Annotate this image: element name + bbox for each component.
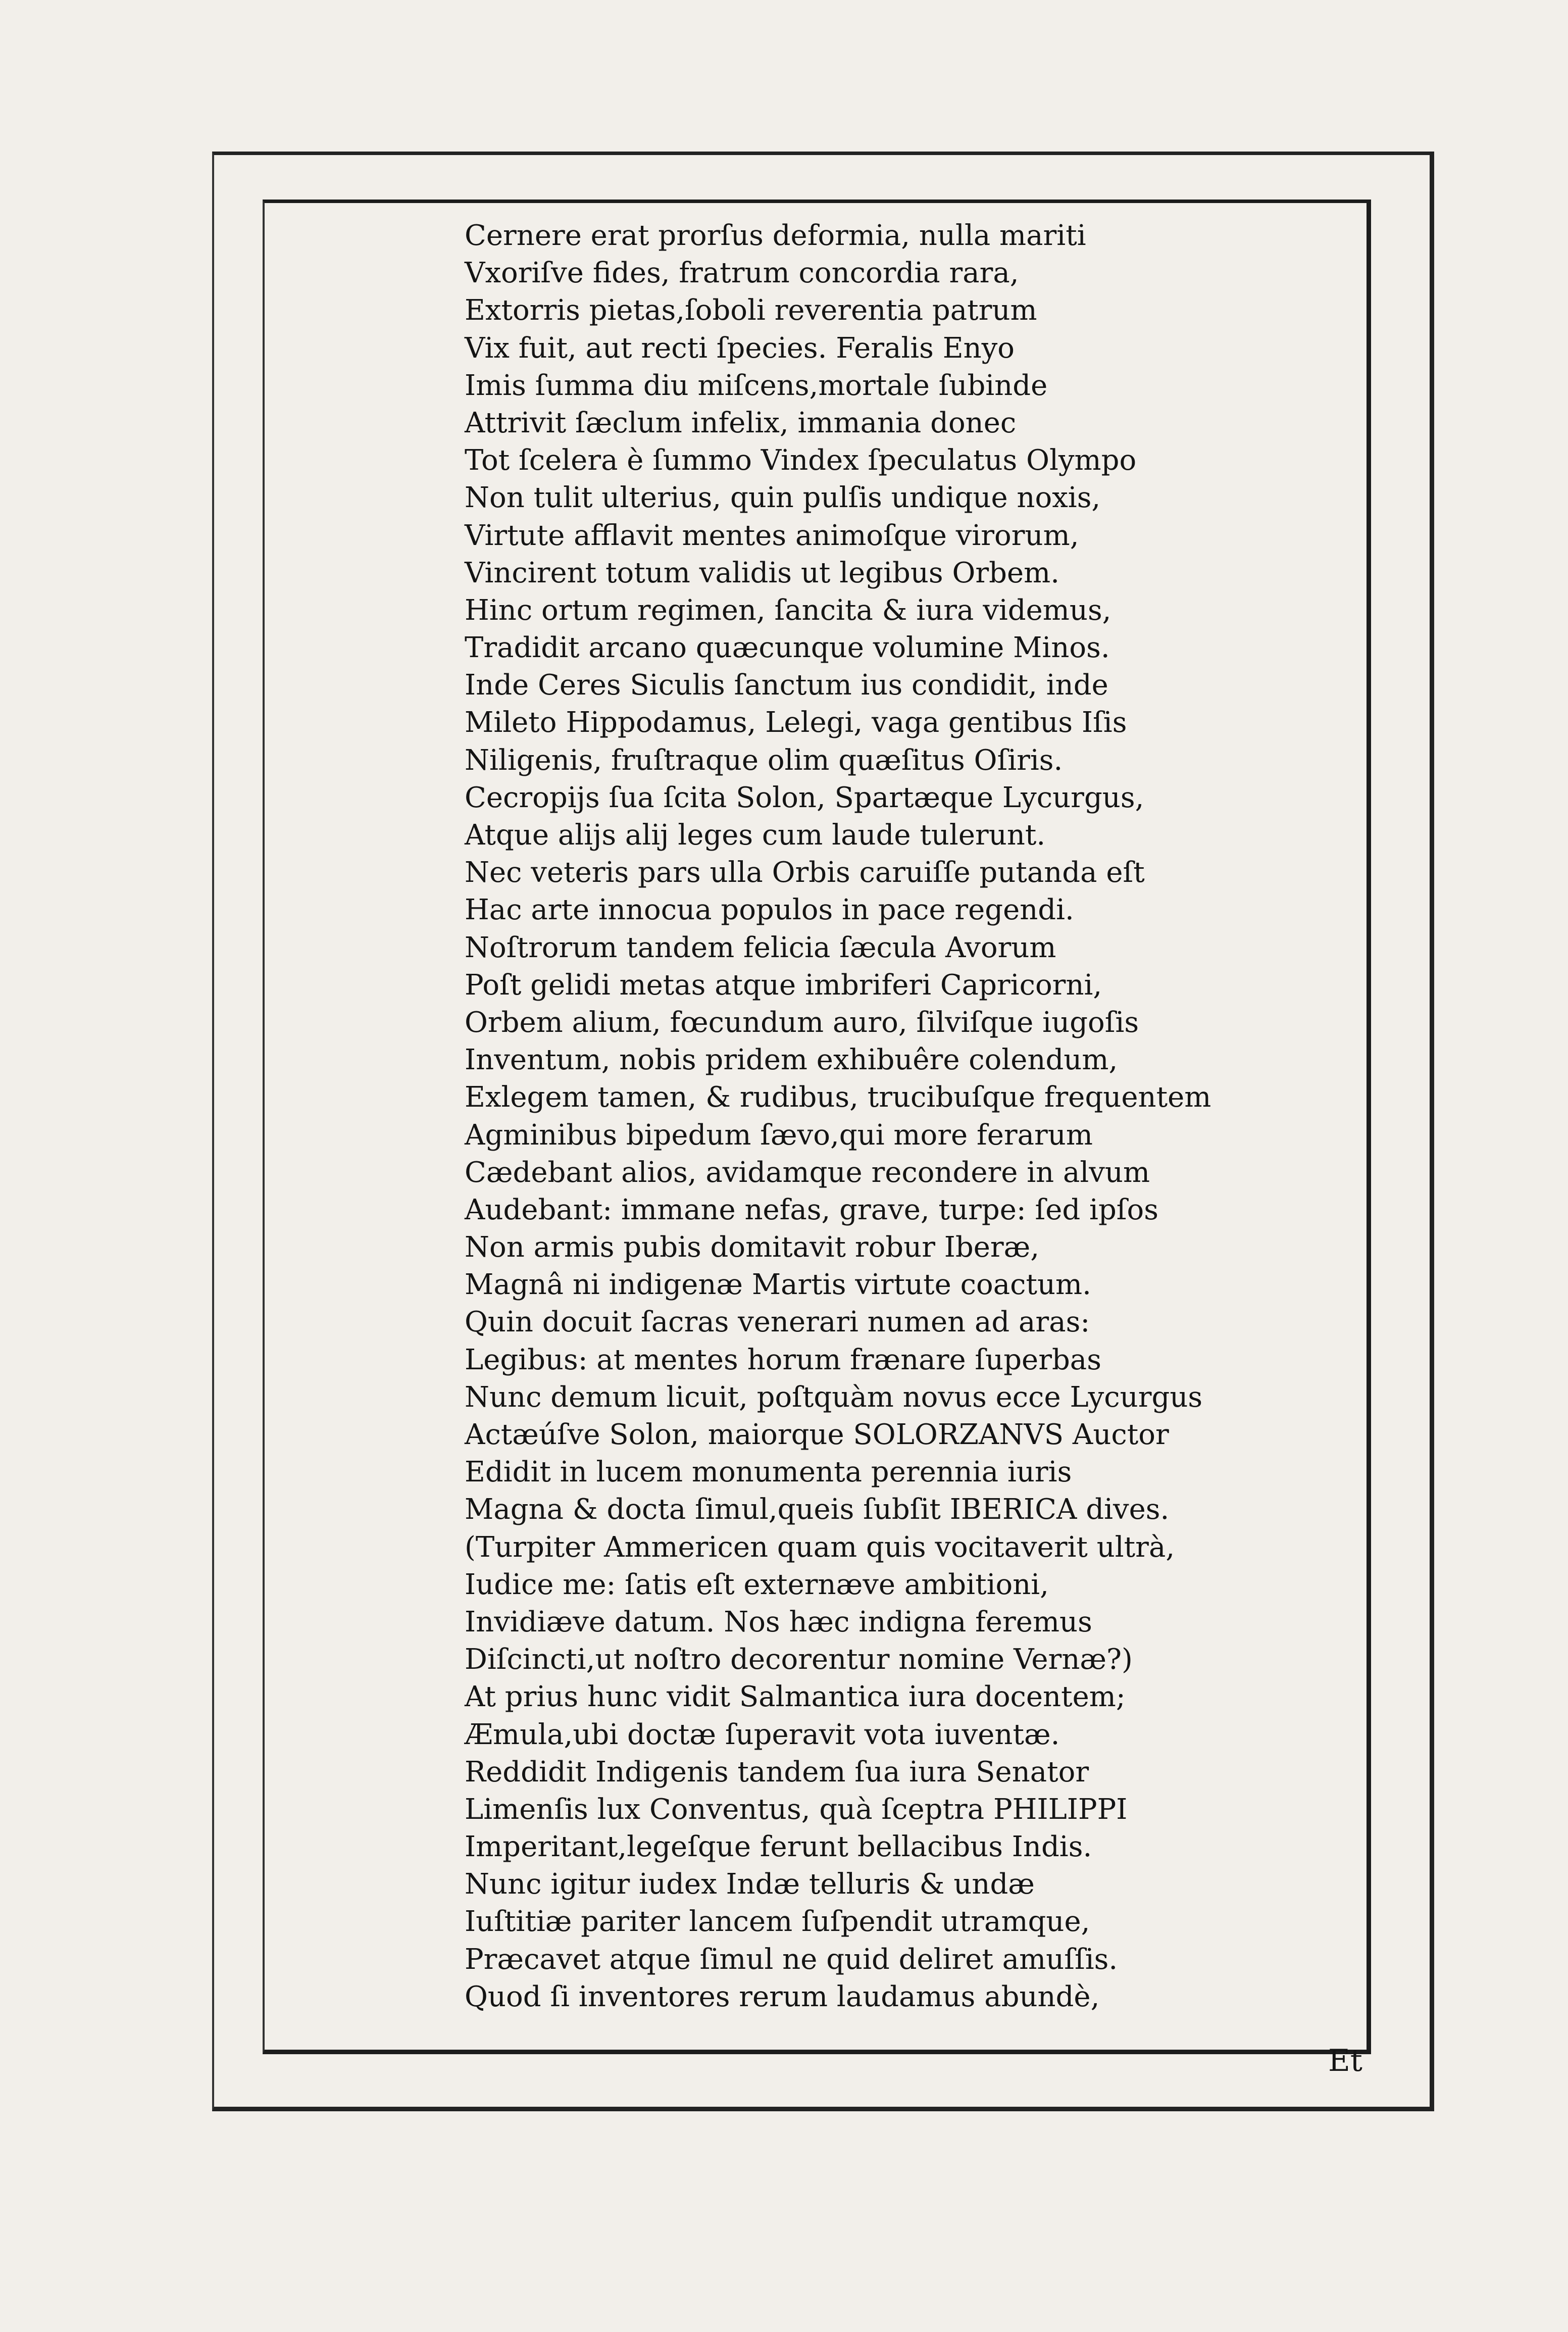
verse-line: Niligenis, fruſtraque olim quæſitus Oſiris.	[465, 743, 1063, 777]
verse-line: Reddidit Indigenis tandem ſua iura Senator	[465, 1755, 1089, 1789]
verse-line: Agminibus bipedum ſævo,qui more ferarum	[465, 1118, 1093, 1152]
verse-line: Nunc igitur iudex Indæ telluris & undæ	[465, 1868, 1035, 1901]
verse-line: Nunc demum licuit, poſtquàm novus ecce Lycurgus	[465, 1380, 1203, 1414]
verse-line: Vincirent totum validis ut legibus Orbem.	[465, 556, 1060, 589]
verse-line: Hinc ortum regimen, ſancita & iura videmus,	[465, 593, 1111, 627]
verse-line: Inventum, nobis pridem exhibuêre colendum,	[465, 1044, 1118, 1077]
verse-line: Hac arte innocua populos in pace regendi.	[465, 894, 1074, 927]
verse-line: Actæúſve Solon, maiorque SOLORZANVS Auctor	[465, 1418, 1169, 1451]
verse-line: Atque alijs alij leges cum laude tulerunt.	[465, 819, 1046, 852]
verse-line: Præcavet atque ſimul ne quid deliret amuſſis.	[465, 1943, 1118, 1976]
verse-text-block	[465, 217, 1323, 2016]
verse-line: Vix fuit, aut recti ſpecies. Feralis Enyo	[465, 331, 1015, 365]
verse-line: Limenſis lux Conventus, quà ſceptra PHILIPPI	[465, 1793, 1128, 1826]
verse-line: Iudice me: ſatis eſt externæve ambitioni,	[465, 1568, 1049, 1601]
verse-line: Imis ſumma diu miſcens,mortale ſubinde	[465, 369, 1048, 402]
catchword: Et	[1328, 2043, 1362, 2078]
verse-line: Æmula,ubi doctæ ſuperavit vota iuventæ.	[465, 1718, 1060, 1751]
verse-line: Tot ſcelera è ſummo Vindex ſpeculatus Olympo	[465, 444, 1137, 477]
verse-line: (Turpiter Ammericen quam quis vocitaverit ultrà,	[465, 1530, 1175, 1564]
verse-line: Vxoriſve fides, fratrum concordia rara,	[465, 257, 1019, 290]
verse-line: Magna & docta ſimul,queis ſubſit IBERICA dives.	[465, 1493, 1170, 1526]
verse-line: Cædebant alios, avidamque recondere in alvum	[465, 1156, 1150, 1189]
verse-line: Attrivit ſæclum infelix, immania donec	[465, 406, 1017, 439]
verse-line: Mileto Hippodamus, Lelegi, vaga gentibus Iſis	[465, 706, 1127, 739]
verse-line: Tradidit arcano quæcunque volumine Minos.	[465, 631, 1110, 665]
verse-line: Quod ſi inventores rerum laudamus abundè,	[465, 1980, 1100, 2013]
verse-line: Cecropijs ſua ſcita Solon, Spartæque Lycurgus,	[465, 781, 1144, 814]
verse-line: Audebant: immane nefas, grave, turpe: ſed ipſos	[465, 1193, 1158, 1226]
verse-line: Magnâ ni indigenæ Martis virtute coactum.	[465, 1268, 1091, 1302]
verse-line: Non tulit ulterius, quin pulſis undique noxis,	[465, 481, 1101, 515]
verse-line: Invidiæve datum. Nos hæc indigna feremus	[465, 1605, 1092, 1639]
verse-line: Non armis pubis domitavit robur Iberæ,	[465, 1231, 1040, 1264]
verse-line: Noſtrorum tandem felicia ſæcula Avorum	[465, 931, 1056, 964]
verse-line: Quin docuit ſacras venerari numen ad aras:	[465, 1306, 1090, 1339]
verse-line: Iuſtitiæ pariter lancem ſuſpendit utramque,	[465, 1905, 1090, 1939]
verse-line: Imperitant,legeſque ferunt bellacibus Indis.	[465, 1830, 1092, 1864]
verse-line: Inde Ceres Siculis ſanctum ius condidit, inde	[465, 669, 1108, 702]
verse-line: Nec veteris pars ulla Orbis caruiſſe putanda eſt	[465, 856, 1145, 889]
verse-line: At prius hunc vidit Salmantica iura docentem;	[465, 1680, 1126, 1714]
verse-line: Edidit in lucem monumenta perennia iuris	[465, 1456, 1072, 1489]
verse-line: Poſt gelidi metas atque imbriferi Capricorni,	[465, 968, 1102, 1002]
verse-line: Exlegem tamen, & rudibus, trucibuſque frequentem	[465, 1081, 1211, 1114]
verse-line: Virtute afflavit mentes animoſque virorum,	[465, 519, 1079, 552]
verse-line: Cernere erat prorſus deformia, nulla mariti	[465, 219, 1086, 252]
verse-line: Extorris pietas,ſoboli reverentia patrum	[465, 294, 1037, 327]
verse-line: Diſcincti,ut noſtro decorentur nomine Vernæ?)	[465, 1643, 1133, 1676]
verse-line: Legibus: at mentes horum frænare ſuperbas	[465, 1343, 1101, 1376]
verse-line: Orbem alium, fœcundum auro, ſilviſque iugoſis	[465, 1006, 1139, 1039]
